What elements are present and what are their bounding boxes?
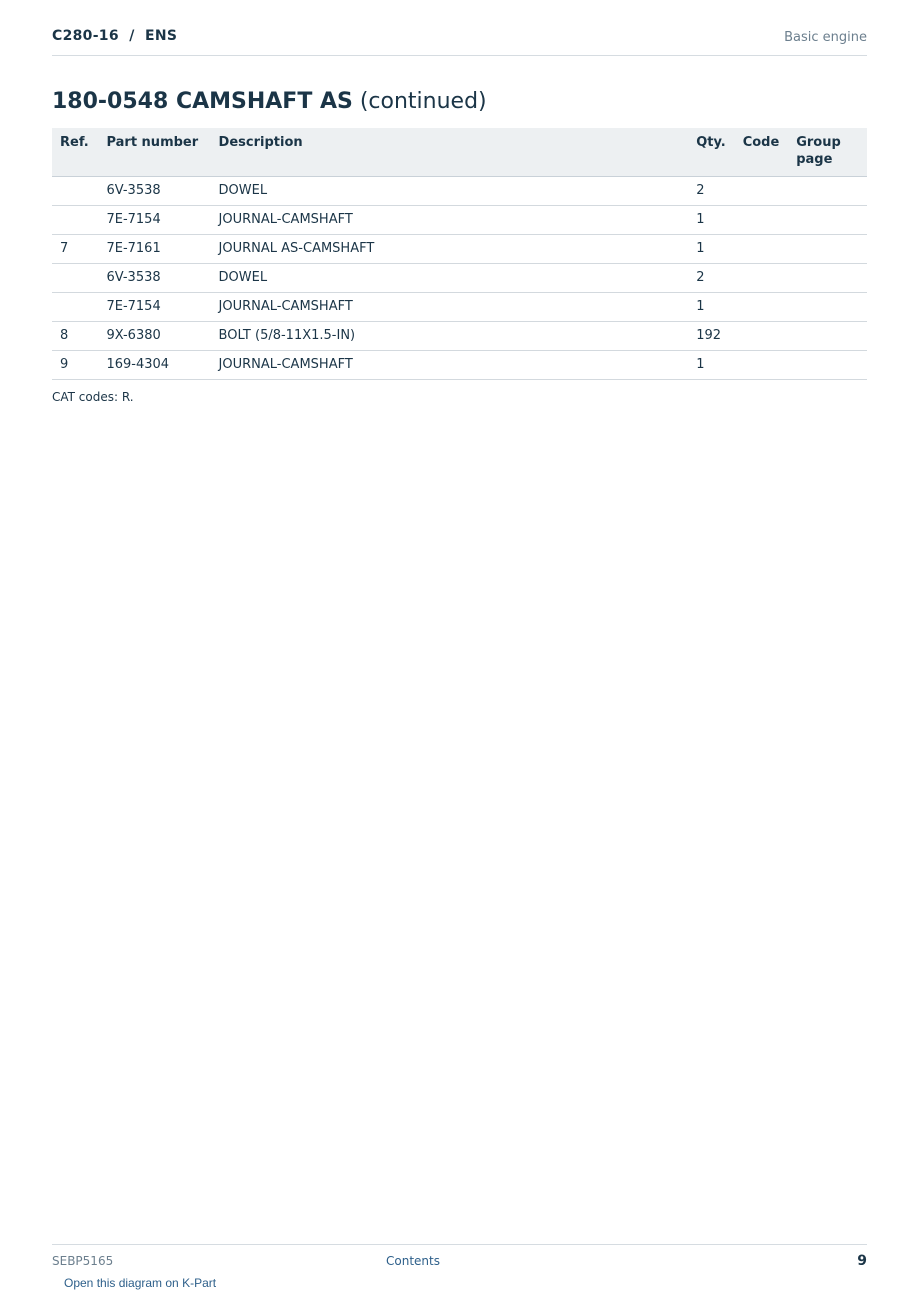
cell-code [735,351,789,380]
cell-qty: 192 [688,322,734,351]
header-qty [688,128,734,177]
continued-label: (continued) [352,89,487,114]
table-row [52,264,867,293]
cell-qty: 1 [688,235,734,264]
cell-ref [52,264,98,293]
cell-code [735,235,789,264]
cell-qty: 2 [688,177,734,206]
page-footer [52,1244,867,1275]
cell-group-page [788,293,867,322]
cell-ref [52,293,98,322]
cell-part-number: 169-4304 [98,351,210,380]
cell-part-number: 9X-6380 [98,322,210,351]
cell-qty: 2 [688,264,734,293]
cell-group-page [788,177,867,206]
kpart-diagram-link[interactable]: Open this diagram on K-Part [64,1276,217,1290]
cell-part-number: 7E-7154 [98,206,210,235]
cell-qty: 1 [688,351,734,380]
contents-link[interactable]: Contents [386,1254,440,1268]
page-number: 9 [857,1253,867,1269]
cell-code [735,322,789,351]
cell-ref: 7 [52,235,98,264]
cell-ref [52,177,98,206]
cell-ref: 8 [52,322,98,351]
cell-description: JOURNAL-CAMSHAFT [211,293,689,322]
header-description: Description [211,128,689,177]
cell-part-number: 6V-3538 [98,264,210,293]
table-row [52,322,867,351]
header-ref: Ref. [52,128,98,177]
cell-description: JOURNAL AS-CAMSHAFT [211,235,689,264]
table-row [52,235,867,264]
cell-part-number: 6V-3538 [98,177,210,206]
cell-description: JOURNAL-CAMSHAFT [211,351,689,380]
cell-description: BOLT (5/8-11X1.5-IN) [211,322,689,351]
header-part-number: Part number [98,128,210,177]
table-row [52,293,867,322]
cell-group-page [788,264,867,293]
cell-description: DOWEL [211,177,689,206]
cell-qty: 1 [688,206,734,235]
table-row [52,351,867,380]
header-qty-label: Qty. [696,135,726,150]
table-row [52,177,867,206]
cell-code [735,177,789,206]
cell-part-number: 7E-7161 [98,235,210,264]
cell-group-page [788,322,867,351]
page-title [52,89,487,114]
table-row [52,206,867,235]
assembly-title: 180-0548 CAMSHAFT AS [52,89,353,114]
header-group-page: Group page [788,128,867,177]
cell-code [735,264,789,293]
cell-description: JOURNAL-CAMSHAFT [211,206,689,235]
cell-qty: 1 [688,293,734,322]
document-code: SEBP5165 [52,1254,114,1268]
parts-table-body [52,177,867,380]
table-header-row [52,128,867,177]
section-name: Basic engine [784,30,867,45]
cell-code [735,293,789,322]
page-header [52,28,867,56]
cell-group-page [788,235,867,264]
document-id: C280-16 / ENS [52,28,178,44]
parts-table [52,128,867,380]
cell-ref [52,206,98,235]
cell-group-page [788,351,867,380]
cell-group-page [788,206,867,235]
header-code: Code [735,128,789,177]
cell-description: DOWEL [211,264,689,293]
cell-code [735,206,789,235]
cell-part-number: 7E-7154 [98,293,210,322]
cat-codes-note: CAT codes: R. [52,390,134,404]
cell-ref: 9 [52,351,98,380]
